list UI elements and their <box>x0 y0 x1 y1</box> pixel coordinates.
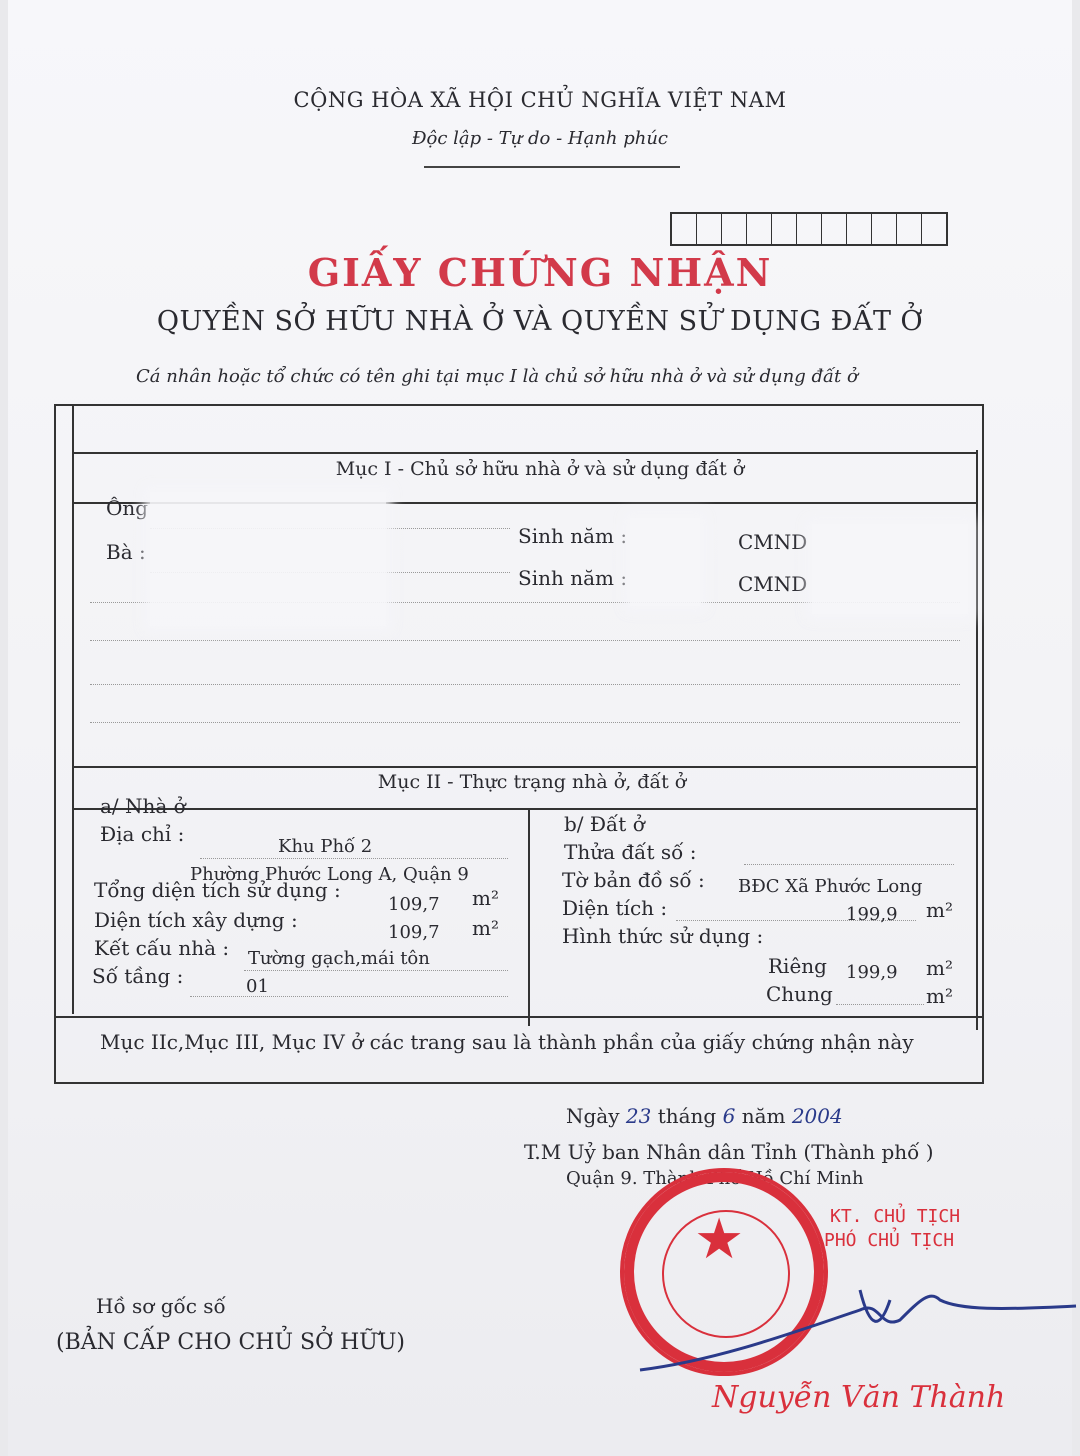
authority: T.M Uỷ ban Nhân dân Tỉnh (Thành phố ) <box>524 1140 934 1164</box>
land-heading: b/ Đất ở <box>564 812 645 836</box>
month-label: tháng <box>657 1104 717 1128</box>
build-area-label: Diện tích xây dựng : <box>94 908 298 932</box>
land-area-unit: m² <box>926 898 953 922</box>
birth-year-label-1: Sinh năm : <box>518 524 628 548</box>
inner-frame-right <box>976 450 978 1030</box>
redacted-birth-year <box>630 518 700 606</box>
ong-label: Ông <box>106 496 149 520</box>
section2-heading: Mục II - Thực trạng nhà ở, đất ở <box>377 771 687 793</box>
motto-underline <box>424 166 680 168</box>
role-vice-chairman: PHÓ CHỦ TỊCH <box>824 1230 955 1251</box>
shared-label: Chung <box>766 982 833 1006</box>
shared-unit: m² <box>926 984 953 1008</box>
role-vice-chairman-on-behalf: KT. CHỦ TỊCH <box>830 1206 961 1227</box>
id-card-label-2: CMND <box>738 572 808 596</box>
house-address-line1: Khu Phố 2 <box>278 836 373 857</box>
official-seal <box>620 1168 828 1376</box>
total-area-unit: m² <box>472 886 499 910</box>
nation-header: CỘNG HÒA XÃ HỘI CHỦ NGHĨA VIỆT NAM <box>293 88 787 112</box>
build-area-unit: m² <box>472 916 499 940</box>
land-area-value: 199,9 <box>846 904 898 925</box>
year-value: 2004 <box>791 1104 843 1128</box>
day-value: 23 <box>625 1104 652 1128</box>
land-area-label: Diện tích : <box>562 896 668 920</box>
owner-copy-note: (BẢN CẤP CHO CHỦ SỞ HỮU) <box>56 1330 405 1355</box>
private-label: Riêng <box>768 954 827 978</box>
star-icon: ★ <box>694 1207 745 1272</box>
structure-value: Tường gạch,mái tôn <box>248 948 430 969</box>
id-card-label-1: CMND <box>738 530 808 554</box>
total-area-value: 109,7 <box>388 894 440 915</box>
floors-label: Số tầng : <box>92 964 184 988</box>
section2-bottom-rule <box>72 808 978 810</box>
date-line <box>566 1104 843 1128</box>
map-sheet-label: Tờ bản đồ số : <box>562 868 705 892</box>
house-heading: a/ Nhà ở <box>100 794 186 818</box>
inner-frame-left <box>72 404 74 1014</box>
intro-text: Cá nhân hoặc tổ chức có tên ghi tại mục I là chủ sở hữu nhà ở và sử dụng đất ở <box>136 366 858 387</box>
components-note: Mục IIc,Mục III, Mục IV ở các trang sau là thành phần của giấy chứng nhận này <box>100 1030 914 1054</box>
redacted-name <box>150 492 386 626</box>
birth-year-label-2: Sinh năm : <box>518 566 628 590</box>
floors-value: 01 <box>246 976 269 997</box>
house-address-label: Địa chỉ : <box>100 822 185 846</box>
build-area-value: 109,7 <box>388 922 440 943</box>
year-label: năm <box>741 1104 786 1128</box>
original-file-label: Hồ sơ gốc số <box>96 1294 226 1318</box>
structure-label: Kết cấu nhà : <box>94 936 230 960</box>
document-subtitle: QUYỀN SỞ HỮU NHÀ Ở VÀ QUYỀN SỬ DỤNG ĐẤT Ở <box>156 306 924 337</box>
district: Quận 9. Thành Phố Hồ Chí Minh <box>566 1168 864 1189</box>
ba-label: Bà : <box>106 540 146 564</box>
redacted-id-number <box>812 524 968 614</box>
house-address-line2: Phường Phước Long A, Quận 9 <box>190 864 469 885</box>
usage-form-label: Hình thức sử dụng : <box>562 924 764 948</box>
map-sheet-value: BĐC Xã Phước Long <box>738 876 923 897</box>
motto: Độc lập - Tự do - Hạnh phúc <box>411 128 669 149</box>
document-title: GIẤY CHỨNG NHẬN <box>307 250 773 295</box>
total-area-label: Tổng diện tích sử dụng : <box>94 878 341 902</box>
signer-name: Nguyễn Văn Thành <box>712 1380 1006 1415</box>
section2-divider <box>528 808 530 1026</box>
private-value: 199,9 <box>846 962 898 983</box>
day-label: Ngày <box>566 1104 620 1128</box>
certificate-number-boxes <box>670 212 948 246</box>
private-unit: m² <box>926 956 953 980</box>
parcel-label: Thửa đất số : <box>564 840 697 864</box>
section1-heading: Mục I - Chủ sở hữu nhà ở và sử dụng đất ở <box>335 458 745 480</box>
month-value: 6 <box>722 1104 736 1128</box>
section2-footer-rule <box>54 1016 982 1018</box>
